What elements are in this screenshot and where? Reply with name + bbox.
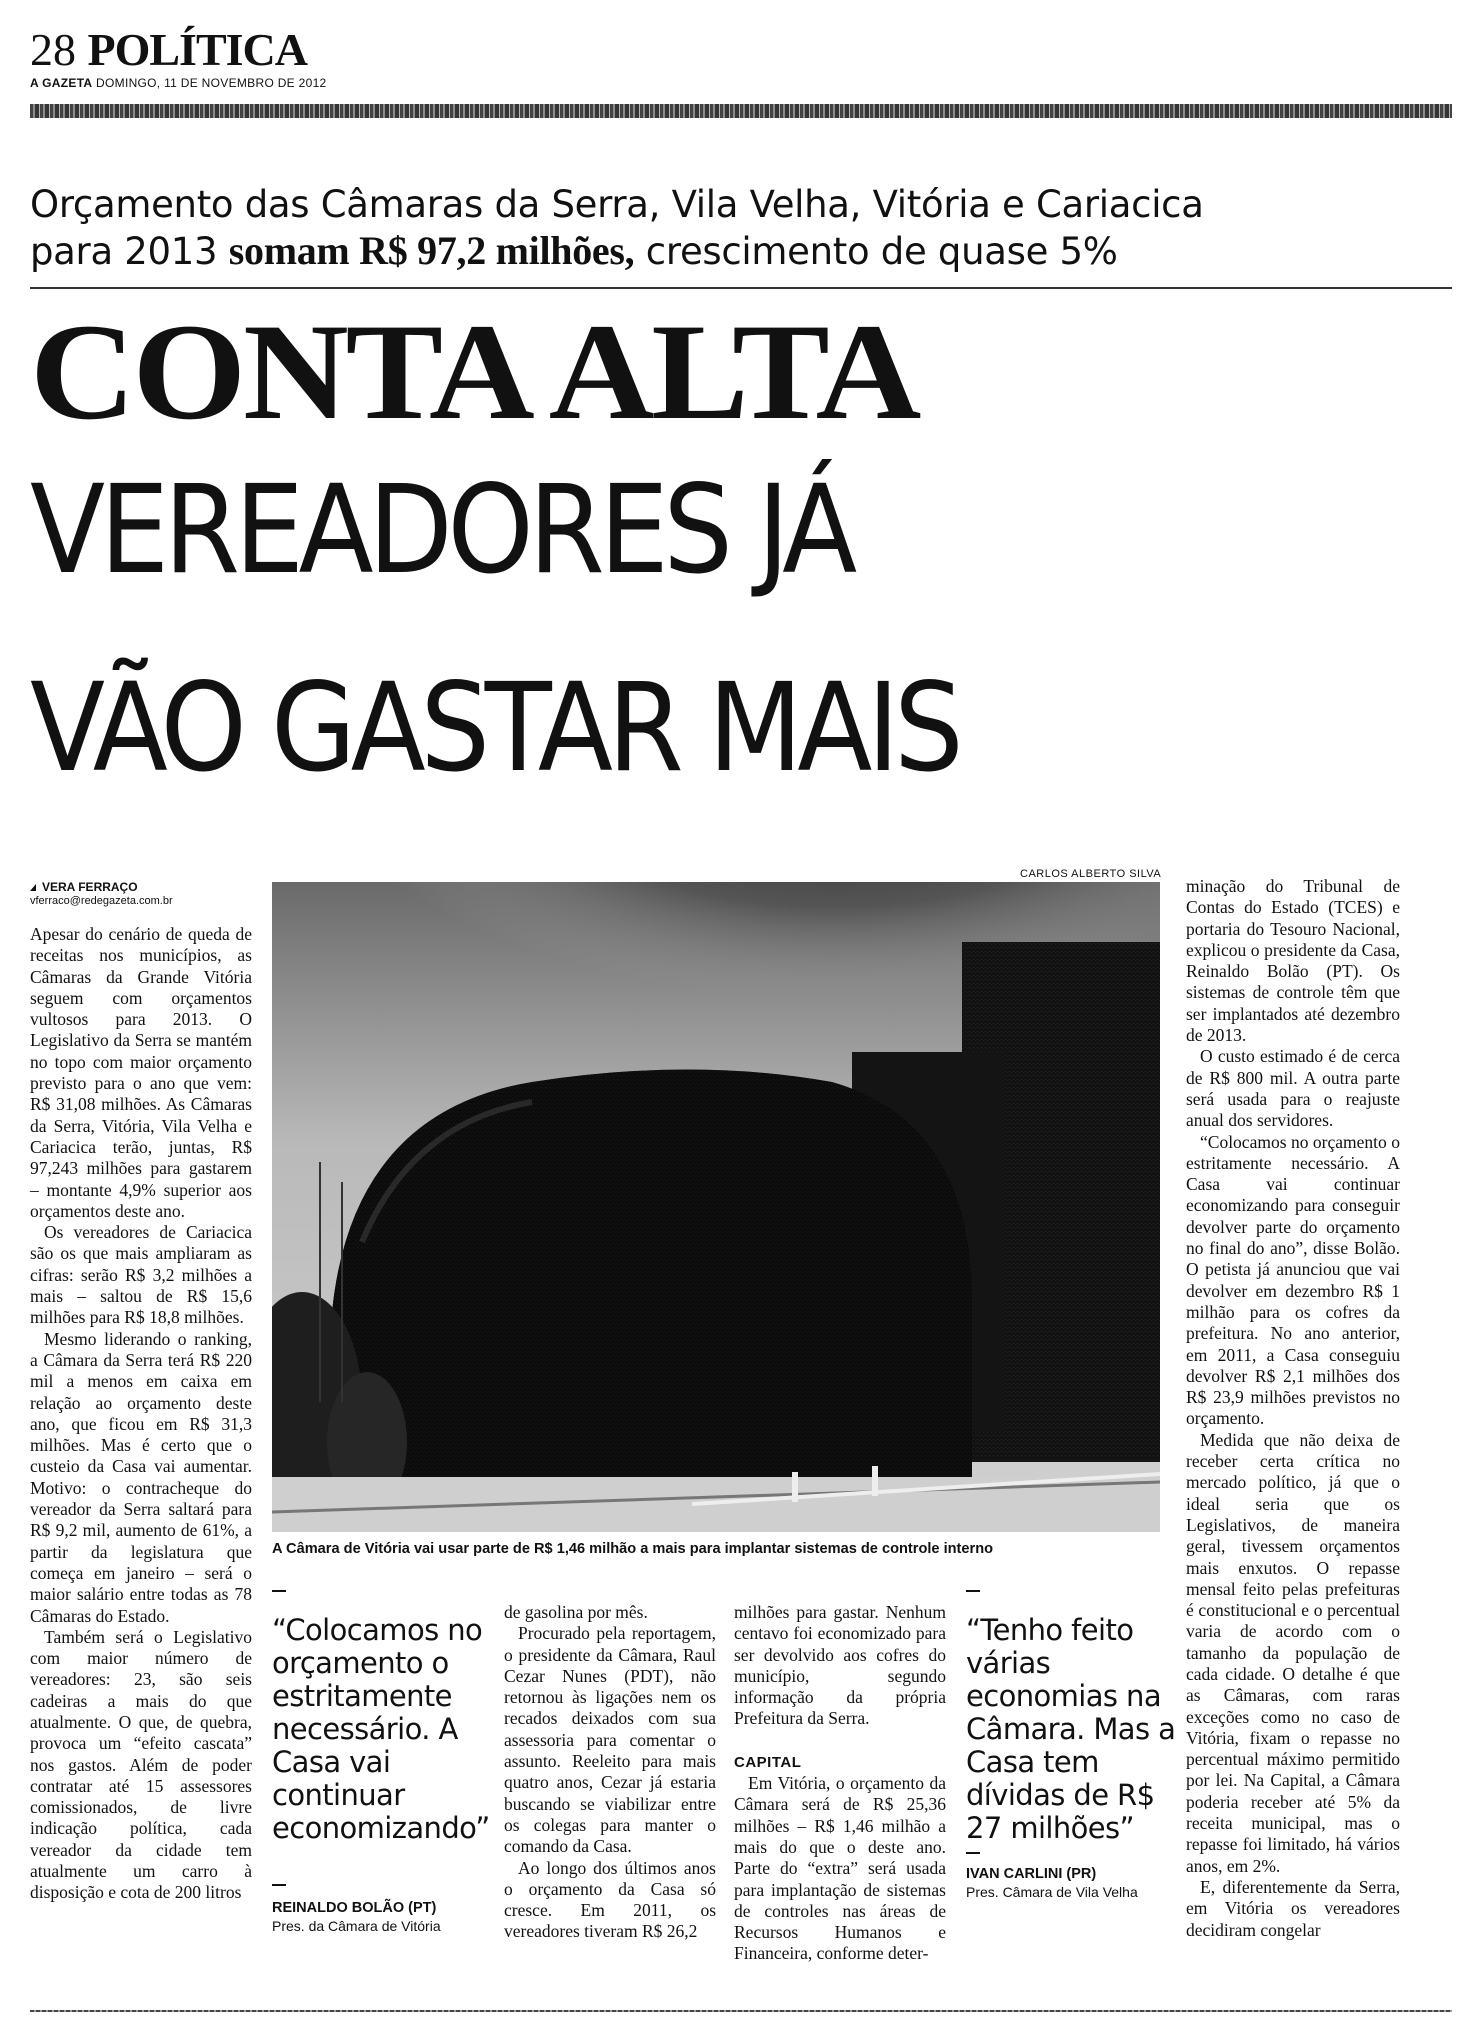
col1-paragraph-3: Mesmo liderando o ranking, a Câmara da Serra terá R$ 220 mil a menos em caixa em relação ao orçamento deste ano, que ficou em R$ 31,3 milhões. Mas é certo que o custeio da Casa vai aumentar. Motivo: o contracheque do vereador da Serra saltará para R$ 9,2 mil, aumento de 61%, a partir da legislatura que começa em janeiro – será o maior salário entre todas as 78 Câmaras do Estado. xyxy=(30,1328,252,1626)
photo-camara-vitoria xyxy=(272,882,1160,1532)
page-number: 28 xyxy=(30,24,76,75)
headline-line-1: CONTA ALTA xyxy=(30,295,919,448)
col4-paragraph-1: minação do Tribunal de Contas do Estado (TCES) e portaria do Tesouro Nacional, explicou o presidente da Casa, Reinaldo Bolão (PT). Os sistemas de controle têm que ser implantados até dezembro de 2013. xyxy=(1186,876,1400,1046)
newspaper-name: A GAZETA xyxy=(30,76,93,90)
kicker-line-2 xyxy=(30,228,1430,275)
col2-paragraph-2: Procurado pela reportagem, o presidente da Câmara, Raul Cezar Nunes (PDT), não retornou às ligações nem os recados deixados com sua assessoria para comentar o assunto. Reeleito para mais quatro anos, Cezar já estaria buscando se viabilizar entre os colegas para manter o comando da Casa. xyxy=(504,1623,716,1857)
col1-paragraph-4: Também será o Legislativo com maior número de vereadores: 23, são seis cadeiras a mais do que atualmente. O que, de quebra, provoca um “efeito cascata” nos gastos. Além de poder contratar até 15 assessores comissionados, de livre indicação política, cada vereador da cidade tem atualmente um carro à disposição e cota de 200 litros xyxy=(30,1626,252,1903)
pullquote-2-dash xyxy=(966,1590,980,1592)
author-email: vferraco@redegazeta.com.br xyxy=(30,895,173,907)
kicker-line-1: Orçamento das Câmaras da Serra, Vila Velha, Vitória e Cariacica xyxy=(30,183,1204,226)
publication-date: DOMINGO, 11 DE NOVEMBRO DE 2012 xyxy=(96,76,327,90)
col4-paragraph-3: “Colocamos no orçamento o estritamente necessário. A Casa vai continuar economizando para conseguir devolver parte do orçamento no final do ano”, disse Bolão. O petista já anunciou que vai devolver em dezembro R$ 1 milhão para os cofres da prefeitura. No ano anterior, em 2011, a Casa conseguiu devolver R$ 2,1 milhões dos R$ 23,9 milhões previstos no orçamento. xyxy=(1186,1131,1400,1429)
pullquote-1-role: Pres. da Câmara de Vitória xyxy=(272,1918,441,1934)
author-name: VERA FERRAÇO xyxy=(42,880,138,894)
footer-rule xyxy=(30,2010,1452,2012)
column-4 xyxy=(1186,876,1400,1941)
col3-subhead-capital: CAPITAL xyxy=(734,1753,802,1771)
col3-paragraph-2: Em Vitória, o orçamento da Câmara será de R$ 25,36 milhões – R$ 1,46 milhão a mais do que o deste ano. Parte do “extra” será usada para implantação de sistemas de controles nas áreas de Recursos Humanos e Financeira, conforme deter- xyxy=(734,1773,946,1964)
photo-caption: A Câmara de Vitória vai usar parte de R$ 1,46 milhão a mais para implantar sistemas de controle interno xyxy=(272,1541,994,1557)
kicker-line-2-post: crescimento de quase 5% xyxy=(634,230,1118,273)
pullquote-2-role: Pres. Câmara de Vila Velha xyxy=(966,1884,1138,1900)
pullquote-2-name: IVAN CARLINI (PR) xyxy=(966,1866,1097,1882)
dateline xyxy=(30,76,327,90)
col2-paragraph-1: de gasolina por mês. xyxy=(504,1602,648,1622)
col4-paragraph-2: O custo estimado é de cerca de R$ 800 mil. A outra parte será usada para o reajuste anual dos servidores. xyxy=(1186,1046,1400,1131)
pullquote-1-text: “Colocamos no orçamento o estritamente necessário. A Casa vai continuar economizando” xyxy=(272,1613,490,1845)
section-title: POLÍTICA xyxy=(87,24,307,75)
byline xyxy=(30,880,138,894)
column-2 xyxy=(504,1602,716,1943)
col1-paragraph-1: Apesar do cenário de queda de receitas nos municípios, as Câmaras da Grande Vitória seguem com orçamentos vultosos para 2013. O Legislativo da Serra se mantém no topo com maior orçamento previsto para o ano que vem: R$ 31,08 milhões. As Câmaras da Serra, Vitória, Vila Velha e Cariacica terão, juntas, R$ 97,243 milhões para gastarem – montante 4,9% superior aos orçamentos deste ano. xyxy=(30,924,252,1221)
col4-paragraph-4: Medida que não deixa de receber certa crítica no mercado político, já que o ideal seria que os Legislativos, de maneira geral, tivessem orçamentos mais enxutos. O repasse mensal feito pelas prefeituras é constitucional e o percentual varia de acordo com o tamanho da população de cada cidade. O detalhe é que as Câmaras, com raras exceções como no caso de Vitória, fixam o repasse no percentual máximo permitido por lei. Na Capital, a Câmara poderia receber até 5% da receita municipal, mas o repasse foi limitado, há vários anos, em 2%. xyxy=(1186,1429,1400,1876)
pullquote-2-text: “Tenho feito várias economias na Câmara. Mas a Casa tem dívidas de R$ 27 milhões” xyxy=(966,1613,1176,1845)
kicker-line-2-bold: somam R$ 97,2 milhões, xyxy=(228,228,635,273)
pullquote-2-dash-bottom xyxy=(966,1852,980,1854)
pullquote-1-dash xyxy=(272,1590,286,1592)
col2-paragraph-3: Ao longo dos últimos anos o orçamento da Casa só cresce. Em 2011, os vereadores tiveram R$ 26,2 xyxy=(504,1857,716,1942)
kicker-rule xyxy=(30,287,1452,289)
column-3 xyxy=(734,1602,946,1965)
pullquote-1-dash-bottom xyxy=(272,1884,286,1886)
col1-paragraph-2: Os vereadores de Cariacica são os que mais ampliaram as cifras: serão R$ 3,2 milhões a mais – saltou de R$ 15,6 milhões para R$ 18,8 milhões. xyxy=(30,1222,252,1328)
kicker-line-2-pre: para 2013 xyxy=(30,230,229,273)
page-header xyxy=(30,26,307,74)
photo-credit: CARLOS ALBERTO SILVA xyxy=(1020,868,1162,880)
pullquote-1-name: REINALDO BOLÃO (PT) xyxy=(272,1900,437,1916)
headline-line-3: VÃO GASTAR MAIS xyxy=(30,657,959,799)
column-1 xyxy=(30,924,252,1904)
building-photo xyxy=(272,882,1160,1532)
col3-paragraph-1: milhões para gastar. Nenhum centavo foi economizado para ser devolvido aos cofres do município, segundo informação da própria Prefeitura da Serra. xyxy=(734,1602,946,1729)
headline-line-2: VEREADORES JÁ xyxy=(30,459,852,601)
col4-paragraph-5: E, diferentemente da Serra, em Vitória os vereadores decidiram congelar xyxy=(1186,1876,1400,1940)
triangle-icon xyxy=(30,884,36,891)
kicker xyxy=(30,182,1430,275)
header-rule xyxy=(30,104,1452,118)
